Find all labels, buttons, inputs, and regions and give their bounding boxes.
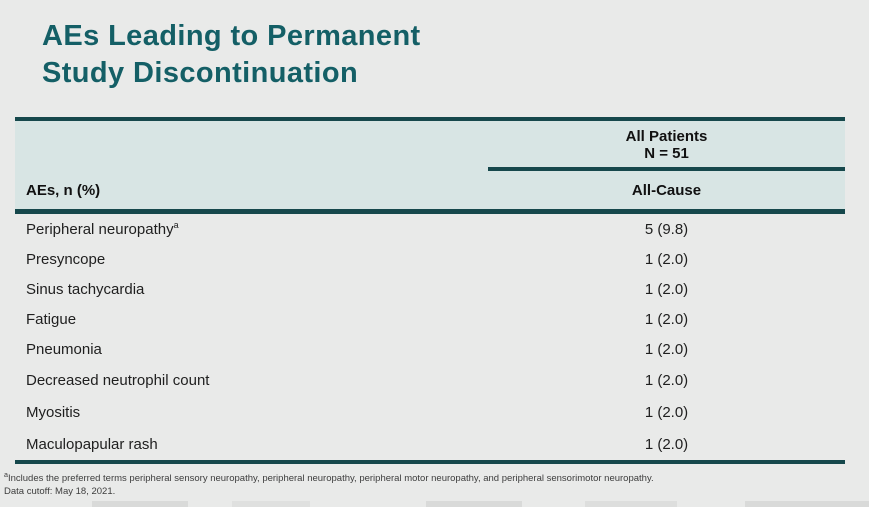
ae-name-cell: Maculopapular rash: [26, 435, 158, 453]
bottom-frame-artifact: [585, 501, 677, 507]
column-header-aes: AEs, n (%): [26, 181, 101, 199]
table-bottom-rule: [15, 460, 845, 464]
table-row: [15, 364, 845, 396]
table-row: [15, 334, 845, 364]
ae-value-cell: 1 (2.0): [644, 403, 689, 421]
footnote-line-1-text: Includes the preferred terms peripheral sensory neuropathy, peripheral neuropathy, peripheral motor neuropathy, and peripheral sensorimotor neuropathy.: [7, 473, 654, 484]
slide-title: [42, 18, 421, 92]
table-row: [15, 304, 845, 334]
bottom-frame-artifact: [92, 501, 188, 507]
ae-value-cell: 1 (2.0): [644, 371, 689, 389]
table-body: [15, 214, 845, 460]
ae-value-cell: 1 (2.0): [644, 310, 689, 328]
footnote: [4, 472, 654, 498]
ae-name-cell: Pneumonia: [26, 340, 102, 358]
ae-table: [15, 117, 845, 464]
table-row: [15, 214, 845, 244]
group-header-line-1: All Patients: [625, 128, 708, 145]
footnote-line-1: [4, 472, 654, 485]
group-header-spacer: [15, 128, 488, 162]
ae-name-cell: Sinus tachycardia: [26, 280, 145, 298]
table-header: [15, 121, 845, 209]
ae-value-cell: 5 (9.8): [644, 220, 689, 238]
table-row: [15, 244, 845, 274]
ae-value-cell: 1 (2.0): [644, 435, 689, 453]
column-group-header: [488, 128, 845, 162]
table-row: [15, 428, 845, 460]
slide-title-line-2: Study Discontinuation: [42, 57, 359, 89]
footnote-superscript: a: [4, 470, 8, 479]
ae-name-cell: Presyncope: [26, 250, 106, 268]
table-row: [15, 274, 845, 304]
column-header-all-cause: All-Cause: [631, 181, 702, 199]
footnote-line-2: Data cutoff: May 18, 2021.: [4, 486, 116, 497]
group-header-rule: [488, 167, 845, 171]
ae-name-cell: Myositis: [26, 403, 81, 421]
column-header-row: [15, 171, 845, 209]
bottom-frame-artifact: [426, 501, 522, 507]
ae-name-cell: Fatigue: [26, 310, 77, 328]
group-header-row: [15, 121, 845, 162]
ae-value-cell: 1 (2.0): [644, 250, 689, 268]
bottom-frame-artifact: [745, 501, 869, 507]
table-row: [15, 396, 845, 428]
ae-name-superscript: a: [173, 219, 179, 230]
ae-name-cell: Peripheral neuropathy$^a$: [26, 219, 179, 238]
slide-title-line-1: AEs Leading to Permanent: [42, 20, 421, 52]
ae-value-cell: 1 (2.0): [644, 280, 689, 298]
group-header-line-2: N = 51: [644, 145, 689, 162]
ae-value-cell: 1 (2.0): [644, 340, 689, 358]
ae-name-cell: Decreased neutrophil count: [26, 371, 210, 389]
bottom-frame-artifact: [232, 501, 310, 507]
